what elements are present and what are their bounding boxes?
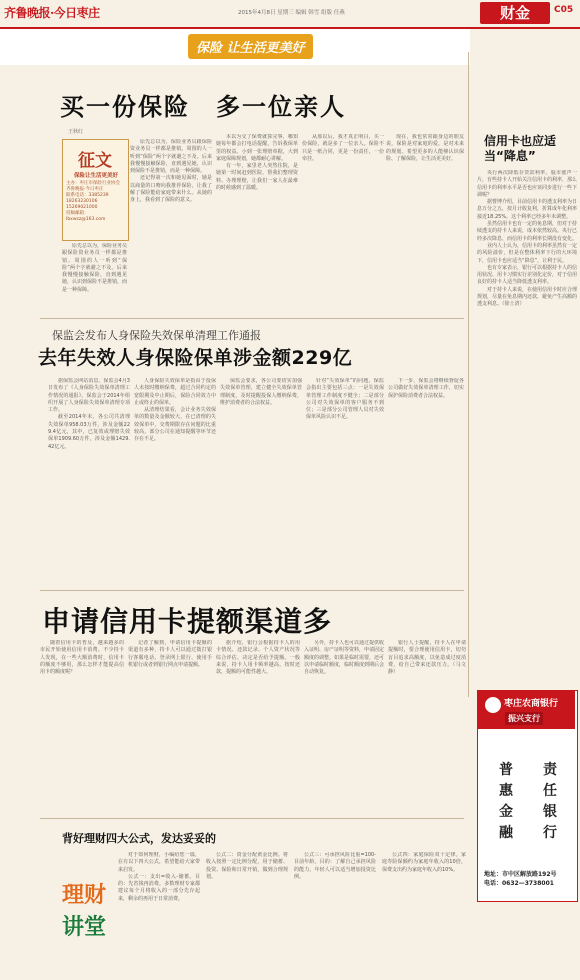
column-logo-bottom: 讲堂 <box>62 915 107 940</box>
story2-paragraph: 针对“失效保单”的问题，保监会指出主要包括三点：一是失效保单管理工作制度不健全；二是部分公司对失效保单的客户服务不到位；三是部分公司管理人员对失效保单风险认识不足。 <box>306 378 384 421</box>
essay-contest-line: 主办：枣庄市保险行业协会 <box>66 181 120 186</box>
ad-word: 金 <box>499 804 513 820</box>
newspaper-logo: 齐鲁晚报·今日枣庄 <box>4 6 100 20</box>
story3-paragraph: 银行人士提醒，持卡人在申请提额时，要合理使用信用卡，切勿盲目追求高额度，以免造成过度消费，给自己带来还款压力。（马文静） <box>388 640 466 676</box>
ad-word: 普 <box>499 762 513 778</box>
story2-paragraph: 从清理结果看，会计业务失效保单的数量及金额较大，在已清理的失效保单中，交费期限存在问题的比重较高，部分公司在通知提醒等环节还存在不足。 <box>134 407 216 443</box>
story1-paragraph: 原先总以为，保险业务员跟保险资业务员一样都是推销。周围的人一听到“保险”两个字就避之不及。后来我慢慢接触保险，直到遇见她，认识到保险不是推销，而是一种保障。 <box>130 139 212 175</box>
story4-paragraph: 公式三：可承担风险比重=100-目前年龄。目的：了解自己承担风险的能力，年轻人可以适当增加投资比例。 <box>294 852 376 880</box>
story1-byline: 王秋红 <box>68 129 84 135</box>
story3-column <box>388 640 466 730</box>
story3-paragraph: 随着信用卡的普及，越来越多的市民开始使用信用卡消费。不少持卡人发现，在一些大额消费时，信用卡的额度不够用，那么怎样才能提高信用卡的额度呢？ <box>40 640 124 676</box>
section-divider <box>40 590 464 591</box>
story1-paragraph: 还记得第一次和她见面时，她是以商量的口吻向我推荐保险，让我了解了保险能给家庭带来什么。从她的身上，我看到了保险的意义。 <box>130 175 212 204</box>
story3-column <box>40 640 124 810</box>
story2-column <box>220 378 302 578</box>
banner-title: 保险 让生活更美好 <box>188 34 313 59</box>
story3-column <box>304 640 384 810</box>
section-tag: 财金 <box>480 2 550 24</box>
story1-paragraph: 有一年，家里老人突然住院，是她第一时间赶到医院，帮我们整理资料、办理理赔，让我们一家人在最难的时候感到了温暖。 <box>216 163 298 192</box>
story1-column <box>302 134 384 309</box>
story1-column <box>62 243 127 309</box>
page-number: C05 <box>554 5 574 15</box>
story1-column <box>216 134 298 309</box>
story2-paragraph: 截至2014年末，各公司共清理失效保单958.03万件，涉及金额229.4亿元，其中，已复效或理赔失效保单1909.60万件，涉及金额1429.42亿元。 <box>48 414 130 450</box>
story2-headline: 去年失效人身保险保单涉金额229亿 <box>38 347 353 369</box>
essay-contest-title: 征文 <box>78 151 112 171</box>
story1-paragraph: 现在，我也常常跟身边的朋友说，保险是对家庭的爱，是对未来的规划。希望更多的人能够认识保险、了解保险，让生活更美好。 <box>386 134 464 162</box>
story1-column <box>130 139 212 309</box>
story3-column <box>216 640 300 810</box>
essay-contest-details <box>66 181 126 223</box>
essay-contest-subtitle: 保险让生活更美好 <box>73 173 118 179</box>
essay-contest-line: 联系电话：3385239 <box>66 193 109 198</box>
essay-contest-line: 齐鲁晚报·今日枣庄 <box>66 187 104 192</box>
story3-column <box>128 640 212 810</box>
story4-column <box>206 852 288 974</box>
story4-paragraph: 公式四：家庭保险双十定律。家庭寿险保额约为家庭年收入的10倍，保费支出约为家庭年收入的10%。 <box>382 852 466 873</box>
ad-word: 行 <box>543 825 557 841</box>
ad-word: 融 <box>499 825 513 841</box>
story4-column <box>382 852 466 974</box>
ad-slogan-grid <box>484 760 572 844</box>
story4-column <box>294 852 376 974</box>
story2-column <box>388 378 464 578</box>
section-divider <box>40 318 464 319</box>
ad-word: 惠 <box>499 783 513 799</box>
ad-word: 任 <box>543 783 557 799</box>
sidebar-paragraph: 据曹博介绍，目前信用卡的透支利率为日息万分之五，按月计收复利，折算成年化利率接近18.25%。这个利率已经多年未调整。 <box>477 199 577 220</box>
column-logo-top: 理财 <box>62 883 107 908</box>
story4-paragraph: 对于如何理财，小编给您一篇，在有以下四大公式，希望能给大家带来启发。 <box>118 852 200 873</box>
essay-contest-line: 18263230106 15269021000 <box>66 199 98 210</box>
story2-column <box>134 378 216 578</box>
sidebar-paragraph: 虽然信用卡也有一定的免息期，但对于持续透支的持卡人来说，成本依然较高。央行已经多次降息，而信用卡的利率长期没有变化。 <box>477 221 577 242</box>
ad-contact <box>484 870 557 888</box>
story2-kicker: 保监会发布人身保险失效保单清理工作通报 <box>52 329 261 342</box>
ad-address: 地址：市中区解放路192号 <box>484 871 557 878</box>
bank-logo-icon <box>485 697 501 713</box>
story1-paragraph: 原先总以为，保险业务员跟保险资业务员一样都是推销。周围的人一听到“保险”两个字就避之不及。后来我慢慢接触保险，直到遇见她，认识到保险不是推销，而是一种保障。 <box>62 243 127 293</box>
story3-paragraph: 另外，持卡人也可以通过提供收入证明、房产证明等资料，申请固定额度的调整。如果是临时需要，还可以申请临时额度，临时额度到期后会自动恢复。 <box>304 640 384 676</box>
story2-column <box>48 378 130 578</box>
section-divider <box>40 818 464 819</box>
sidebar-headline: 信用卡也应适当“降息” <box>484 134 557 163</box>
ad-phone: 电话：0632—3738001 <box>484 880 554 887</box>
story2-paragraph: 据保监会网站消息，保监会4月3日发布了《人身保险失效保单清理工作情况的通报》。保监会于2014年组织开展了人身保险失效保单清理专项工作。 <box>48 378 130 414</box>
bank-name: 枣庄农商银行 <box>504 699 559 709</box>
story1-headline: 买一份保险 多一位亲人 <box>60 93 346 121</box>
ad-word: 责 <box>543 762 557 778</box>
sidebar-paragraph: 央行两次降低存贷款利率，股市涨声一片，有些持卡人开始关注信用卡的利率，那么信用卡的利率水平是否也应该同步进行一些下调呢？ <box>477 170 577 198</box>
story2-column <box>306 378 384 578</box>
sidebar-body <box>477 170 577 680</box>
essay-contest-line: 投稿邮箱：Ibxwsz@163.com <box>66 211 106 222</box>
ad-word: 银 <box>543 804 557 820</box>
issue-info: 2015年4月8日 星期三 编辑 韩雪 组版 任燕 <box>238 10 345 16</box>
ad-slogan: 振兴支行 <box>505 712 543 725</box>
sidebar-divider <box>468 52 469 697</box>
story3-paragraph: 记者了解到，申请信用卡提额的渠道有多种，持卡人可以通过拨打银行客服电话、登录网上银行、使用手机银行或者到银行网点申请提额。 <box>128 640 212 668</box>
story2-paragraph: 人身保险失效保单是指由于投保人未按时缴纳保费，超过合同约定的宽限期及中止期后，保险合同效力中止或终止的保单。 <box>134 378 216 406</box>
story1-paragraph: 本以为交了保费就算完事，哪知她每年都会打电话提醒，告诉我保单里的权益。小到一张理赔单据，大到家庭保障规划，她都耐心讲解。 <box>216 134 298 162</box>
story3-headline: 申请信用卡提额渠道多 <box>42 605 333 638</box>
story1-paragraph: 从那以后，我才真正明白，买一份保险，就是多了一位亲人。保险不只是一纸合同，更是一份责任、一份牵挂。 <box>302 134 384 162</box>
sidebar-paragraph: 也有专家表示，银行可以根据持卡人的信用状况、用卡习惯实行差别化定价，对于信用良好的持卡人适当降低透支利率。 <box>477 264 577 286</box>
story4-paragraph: 公式一：支出=收入-储蓄。目的：先省钱再消费。多数理财专家都建议每个月将收入的一部分先存起来，剩余的再用于日常消费。 <box>118 873 200 902</box>
story4-paragraph: 公式二：资金分配黄金比例。将收入按照一定比例分配，用于储蓄、投资、保险和日常开销，做到合理规划。 <box>206 852 288 880</box>
story2-paragraph: 下一步，保监会将继续督促各公司做好失效保单清理工作，切实保护保险消费者合法权益。 <box>388 378 464 399</box>
story4-headline: 背好理财四大公式，发达妥妥的 <box>62 832 216 845</box>
story3-paragraph: 据介绍，银行会根据持卡人的用卡情况、还款记录、个人资产状况等综合评估，决定是否给予提额。一般来说，持卡人用卡频率越高，按时还款，提额的可能性越大。 <box>216 640 300 676</box>
sidebar-paragraph: 业内人士认为，信用卡的利率虽然有一定的风险溢价，但是在整体利率下行的大环境下，信用卡也应适当“降息”，让利于民。 <box>477 242 577 264</box>
story2-paragraph: 保监会要求，各公司要切实加强失效保单管理，建立健全失效保单管理制度，及时提醒投保人缴纳保费，维护消费者的合法权益。 <box>220 378 302 406</box>
story4-column <box>118 852 200 974</box>
sidebar-paragraph: 对于持卡人来说，在使用信用卡时应合理规划，尽量在免息期内还款，避免产生高额的透支利息。（徐士清） <box>477 286 577 308</box>
story1-column <box>386 134 464 309</box>
